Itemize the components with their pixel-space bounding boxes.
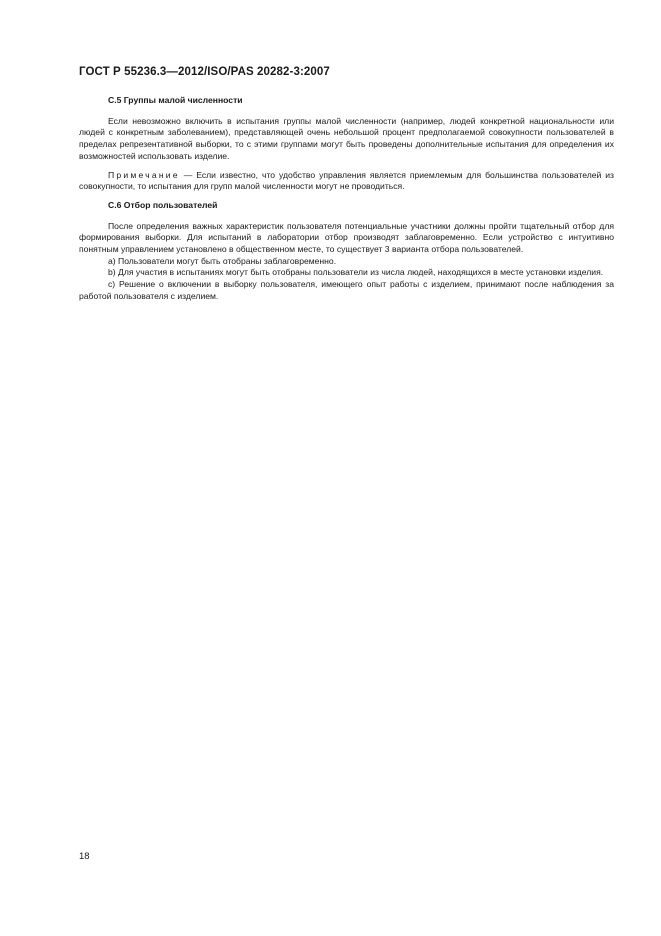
document-body (79, 95, 614, 303)
section-c6-paragraph: После определения важных характеристик пользователя потенциальные участники должны пройти тщательный отбор для формирования выборки. Для испытаний в лаборатории отбор производят заблаговременно. Если устройство с интуитивно понятным управлением установлено в общественном месте, то существует 3 варианта отбора пользователей. (79, 220, 614, 255)
list-item-a: a) Пользователи могут быть отобраны заблаговременно. (108, 255, 337, 266)
document-header: ГОСТ Р 55236.3—2012/ISO/PAS 20282-3:2007 (79, 66, 330, 78)
section-c5-paragraph: Если невозможно включить в испытания группы малой численности (например, людей конкретной национальности или людей с конкретным заболеванием), представляющей очень небольшой процент предполагаемой совокупности пользователей в пределах репрезентативной выборки, то с этими группами могут быть проведены дополнительные испытания для определения их возможностей использовать изделие. (79, 115, 614, 161)
section-c5-note (79, 170, 614, 193)
section-c5-title: С.5 Группы малой численности (108, 95, 243, 105)
page-number: 18 (79, 851, 90, 862)
list-item-b: b) Для участия в испытаниях могут быть отобраны пользователи из числа людей, находящихся в месте установки изделия. (108, 267, 604, 278)
section-c6-title: С.6 Отбор пользователей (108, 199, 218, 210)
note-label: Примечание (108, 169, 180, 180)
list-item-c: c) Решение о включении в выборку пользователя, имеющего опыт работы с изделием, принимают после наблюдения за работой пользователя с изделием. (79, 279, 614, 301)
note-text: — Если известно, что удобство управления является приемлемым для большинства пользователей из совокупности, то испытания для групп малой численности могут не проводиться. (79, 169, 614, 192)
